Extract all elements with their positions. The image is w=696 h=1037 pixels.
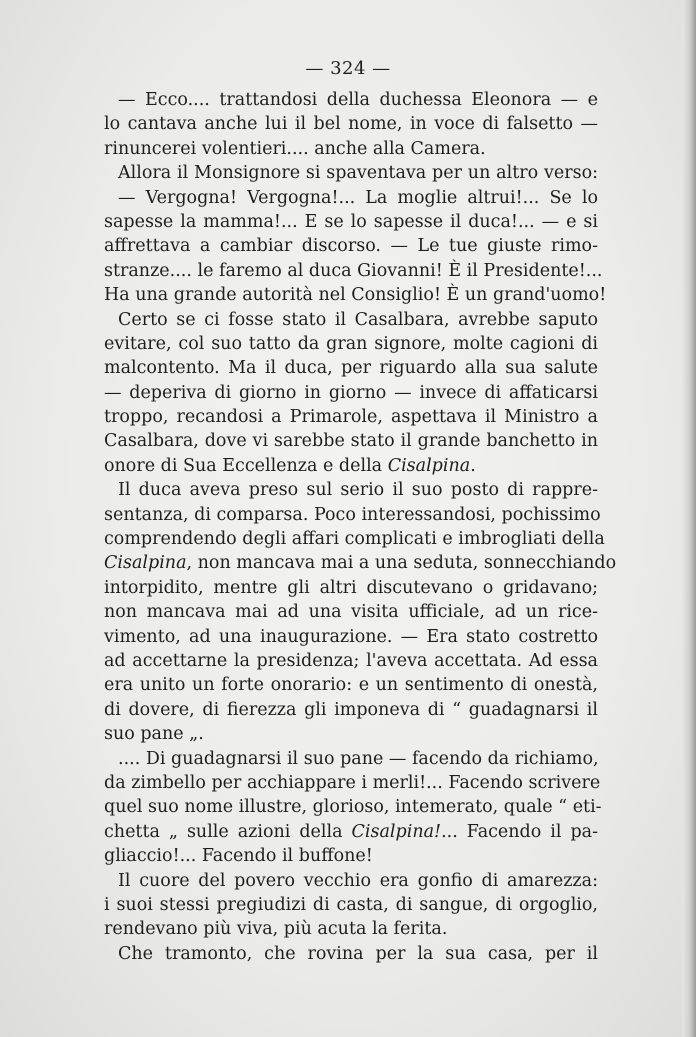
text-line [104,381,598,405]
text-line-content: stranze.... le faremo al duca Giovanni! È il Presidente!... [104,260,603,281]
text-line [104,844,598,868]
text-line-content: da zimbello per acchiappare i merli!... Facendo scrivere [104,772,601,793]
text-line [104,112,598,136]
text-line-content: Che tramonto, che rovina per la sua casa, per il [118,943,598,964]
text-line-content: i suoi stessi pregiudizi di casta, di sangue, di orgoglio, [104,894,598,915]
text-line-content: ... Facendo il pa- [441,821,598,842]
text-line [104,332,598,356]
text-line [104,210,598,234]
text-line [104,869,598,893]
text-line-content: rendevano più viva, più acuta la ferita. [104,919,448,940]
text-line-content: Il duca aveva preso sul serio il suo posto di rappre- [118,480,598,501]
text-line [104,942,598,966]
text-line-content: gliaccio!... Facendo il buffone! [104,846,373,867]
text-line-content: lo cantava anche lui il bel nome, in voce di falsetto — [104,114,598,135]
body-text [104,88,617,966]
text-line [104,551,617,575]
text-line [104,673,598,697]
text-line-content: Allora il Monsignore si spaventava per un altro verso: [118,163,598,184]
text-line-content: Il cuore del povero vecchio era gonfio di amarezza: [118,870,598,891]
text-line-content: .... Di guadagnarsi il suo pane — facendo da richiamo, [118,748,599,769]
text-line [104,698,598,722]
italic-title: Cisalpina [387,455,471,476]
text-line-content: — deperiva di giorno in giorno — invece di affaticarsi [104,382,598,403]
text-line-content: suo pane „. [104,724,204,745]
text-line-content: vimento, ad una inaugurazione. — Era stato costretto [104,626,598,647]
text-line-content: chetta „ sulle azioni della [104,821,352,842]
text-line-content: evitare, col suo tatto da gran signore, molte cagioni di [104,333,598,354]
text-line-content: , non mancava mai a una seduta, sonnecchiando [186,553,617,574]
text-line-content: era unito un forte onorario: e un sentimento di onestà, [104,675,598,696]
text-line [104,649,598,673]
italic-title: Cisalpina [104,553,187,574]
text-line [104,161,598,185]
text-line-content: affrettava a cambiar discorso. — Le tue giuste rimo- [104,236,598,257]
text-line-content: intorpidito, mentre gli altri discutevano o gridavano; [104,577,598,598]
text-line [104,600,598,624]
text-line-content: malcontento. Ma il duca, per riguardo alla sua salute [104,358,598,379]
text-line [104,917,598,941]
text-line [104,234,598,258]
text-line [104,576,598,600]
text-line-content: rinuncerei volentieri.... anche alla Camera. [104,138,486,159]
text-line [104,795,602,819]
text-line-content: — Ecco.... trattandosi della duchessa Eleonora — e [118,90,598,110]
text-line [104,308,598,332]
text-line [104,771,601,795]
text-line [104,137,598,161]
text-line [104,820,598,844]
text-line [104,747,598,771]
text-line-content: di dovere, di fierezza gli imponeva di “ guadagnarsi il [104,699,598,720]
text-line-content: sapesse la mamma!... E se lo sapesse il duca!... — e si [104,211,598,232]
text-line-content: comprendendo degli affari complicati e imbrogliati della [104,529,605,550]
text-line-content: Casalbara, dove vi sarebbe stato il grande banchetto in [104,431,598,452]
text-line [104,186,598,210]
text-line [104,259,603,283]
text-line [104,283,607,307]
text-line-content: Certo se ci fosse stato il Casalbara, avrebbe saputo [118,309,598,330]
text-line-content: quel suo nome illustre, glorioso, intemerato, quale “ eti- [104,797,602,818]
text-line [104,454,598,478]
text-line-content: troppo, recandosi a Primarole, aspettava il Ministro a [104,407,598,428]
text-line [104,429,598,453]
text-line-content: onore di Sua Eccellenza e della [104,455,388,476]
text-line [104,405,598,429]
text-line [104,356,598,380]
text-line [104,625,598,649]
text-line [104,527,605,551]
text-line [104,722,598,746]
text-line [104,478,598,502]
page-number: — 324 — [305,58,391,79]
text-line [104,503,601,527]
page-edge [682,0,696,1037]
text-line-content: . [470,455,476,476]
text-line-content: ad accettarne la presidenza; l'aveva accettata. Ad essa [104,650,598,671]
italic-title: Cisalpina! [351,821,442,842]
text-line [104,893,598,917]
text-line-content: sentanza, di comparsa. Poco interessandosi, pochissimo [104,504,601,525]
text-line-content: Ha una grande autorità nel Consiglio! È un grand'uomo! [104,285,607,306]
text-line-content: non mancava mai ad una visita ufficiale, ad un rice- [104,602,598,623]
text-line [104,88,598,112]
text-line-content: — Vergogna! Vergogna!... La moglie altrui!... Se lo [118,187,598,208]
